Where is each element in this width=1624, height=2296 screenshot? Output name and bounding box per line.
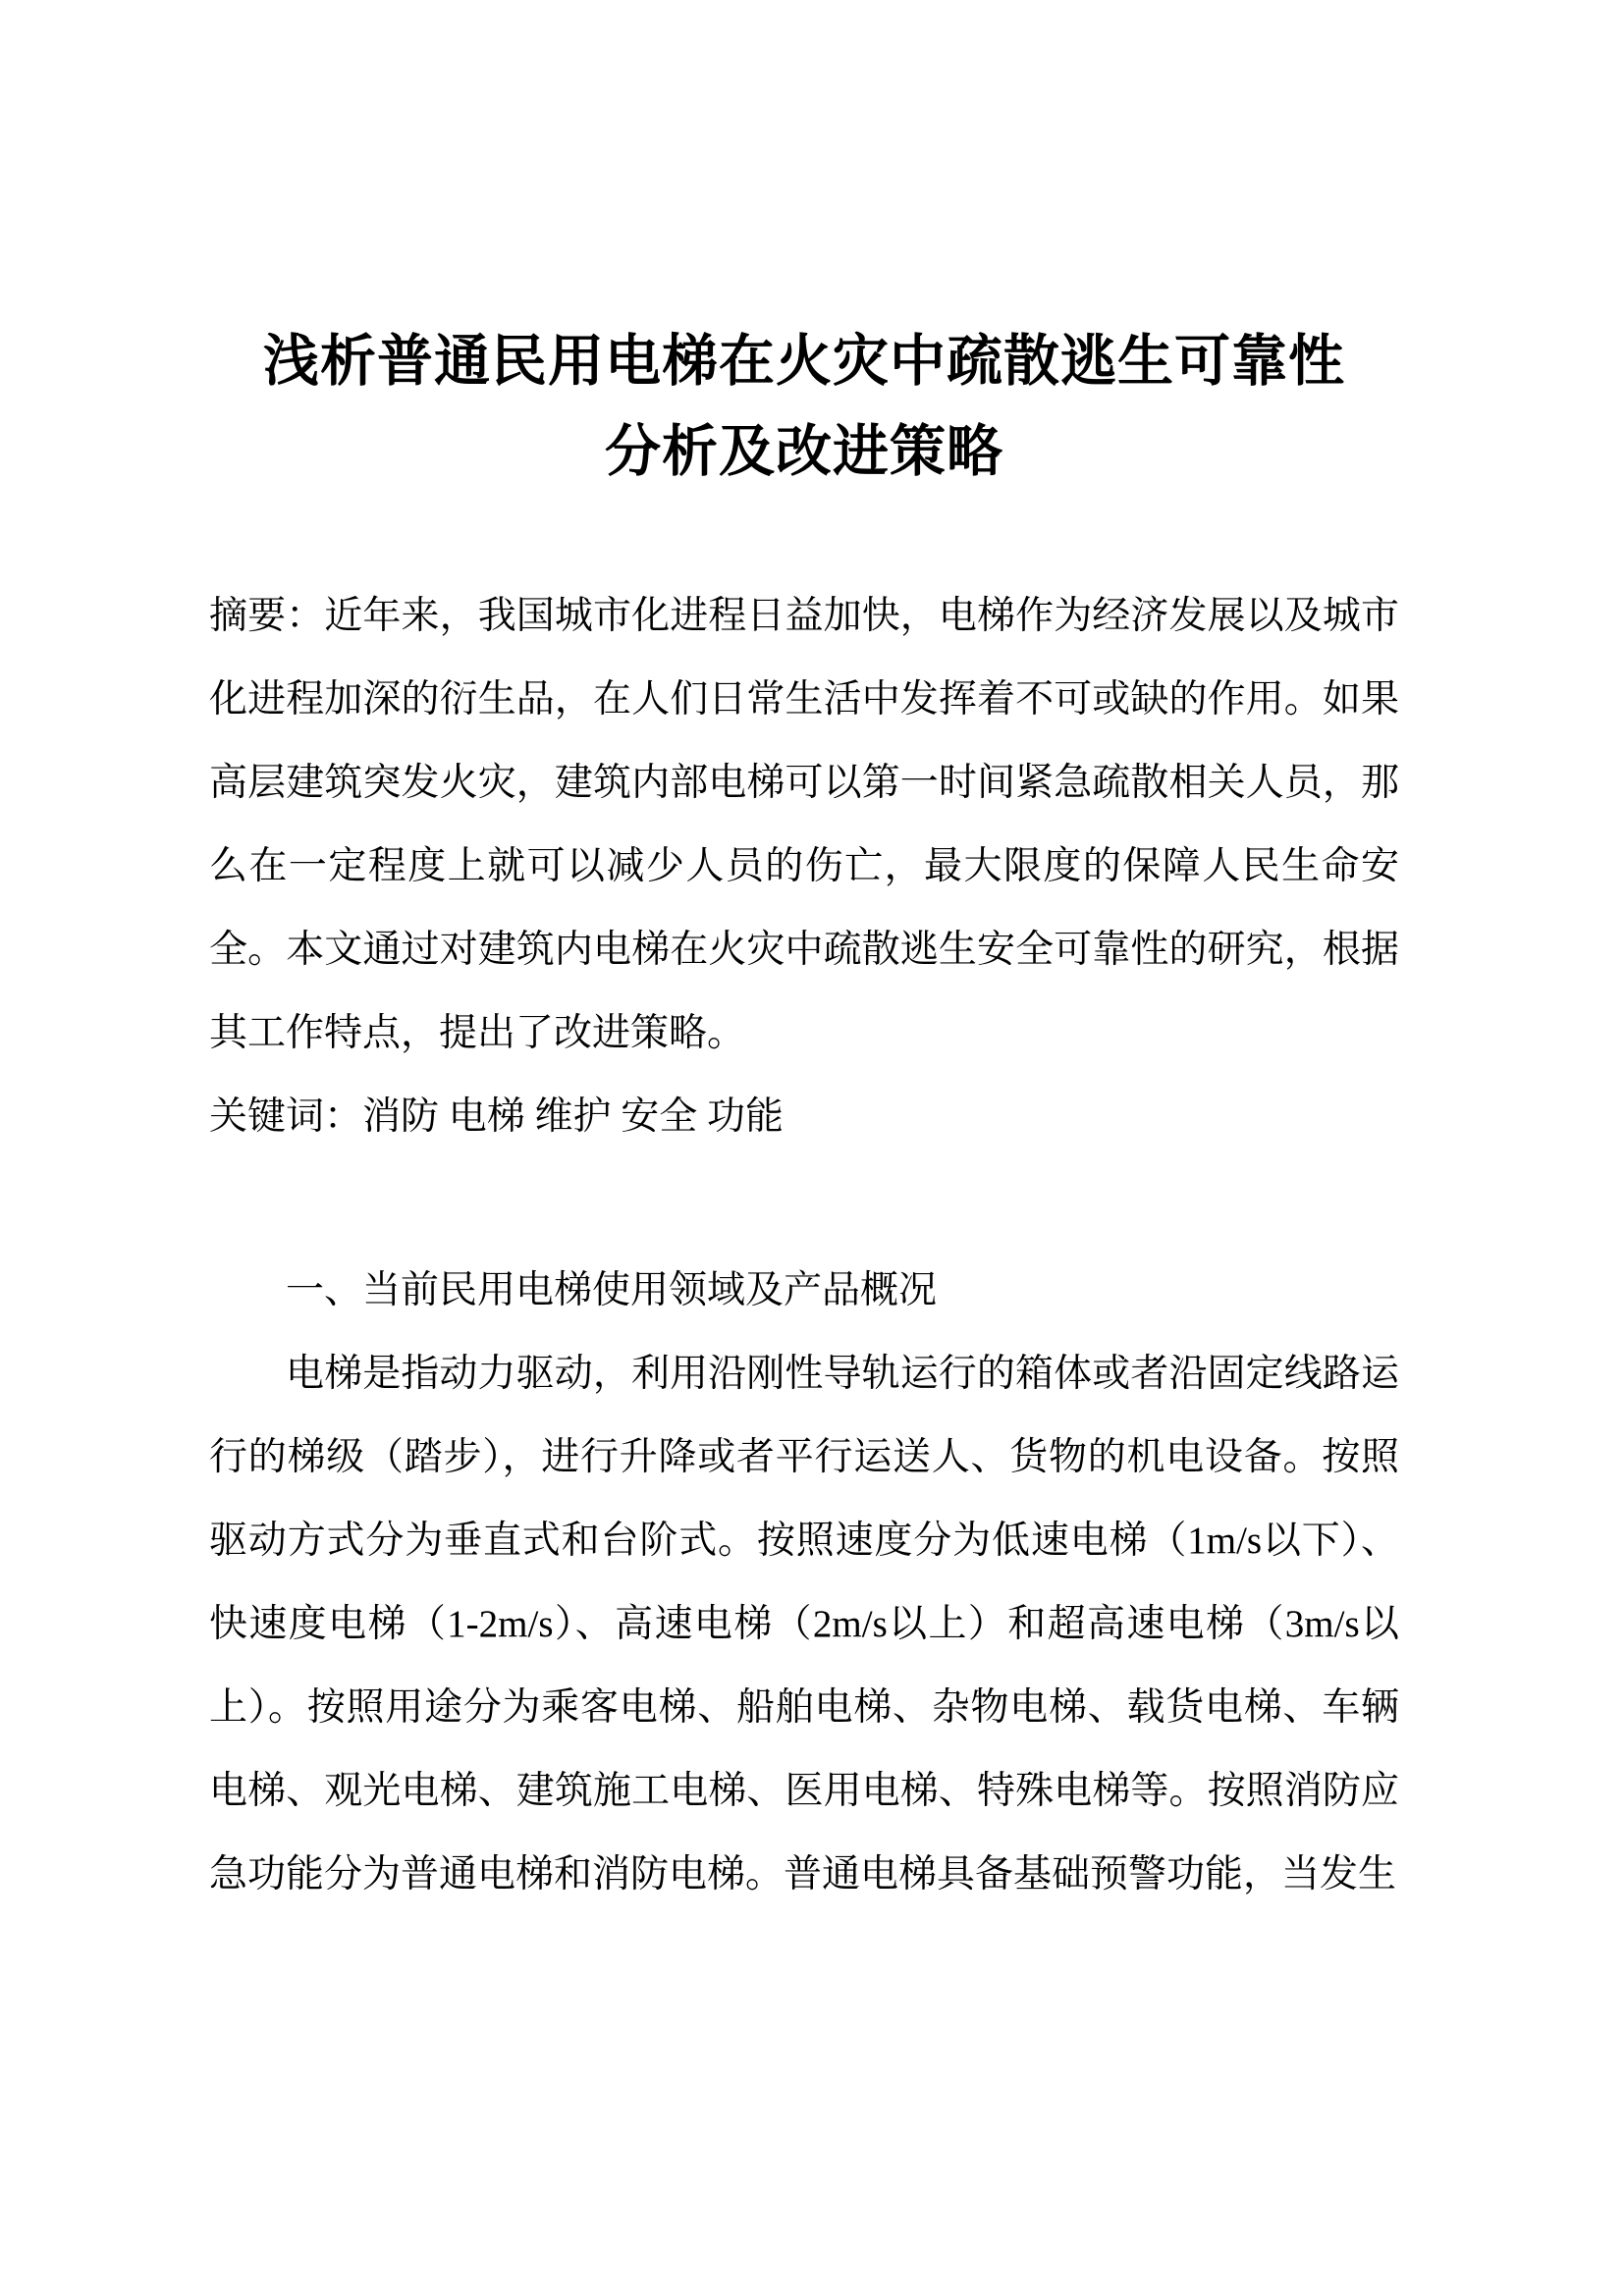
section-heading: 一、当前民用电梯使用领域及产品概况 xyxy=(286,1269,938,1311)
document-title-line-1: 浅析普通民用电梯在火灾中疏散逃生可靠性 xyxy=(263,330,1345,393)
document-content xyxy=(209,316,1399,1916)
section-paragraph: 电梯是指动力驱动，利用沿刚性导轨运行的箱体或者沿固定线路运行的梯级（踏步），进行升降或者平行运送人、货物的机电设备。按照驱动方式分为垂直式和台阶式。按照速度分为低速电梯（1m/s以下）、快速度电梯（1-2m/s）、高速电梯（2m/s以上）和超高速电梯（3m/s以上）。按照用途分为乘客电梯、船舶电梯、杂物电梯、载货电梯、车辆电梯、观光电梯、建筑施工电梯、医用电梯、特殊电梯等。按照消防应急功能分为普通电梯和消防电梯。普通电梯具备基础预警功能，当发生 xyxy=(209,1353,1399,1896)
abstract-paragraph: 摘要：近年来，我国城市化进程日益加快，电梯作为经济发展以及城市化进程加深的衍生品，在人们日常生活中发挥着不可或缺的作用。如果高层建筑突发火灾，建筑内部电梯可以第一时间紧急疏散相关人员，那么在一定程度上就可以减少人员的伤亡，最大限度的保障人民生命安全。本文通过对建筑内电梯在火灾中疏散逃生安全可靠性的研究，根据其工作特点，提出了改进策略。 xyxy=(209,595,1399,1054)
document-title-line-2: 分析及改进策略 xyxy=(605,420,1003,483)
keywords-line: 关键词：消防 电梯 维护 安全 功能 xyxy=(209,1095,785,1138)
document-title xyxy=(209,316,1399,497)
